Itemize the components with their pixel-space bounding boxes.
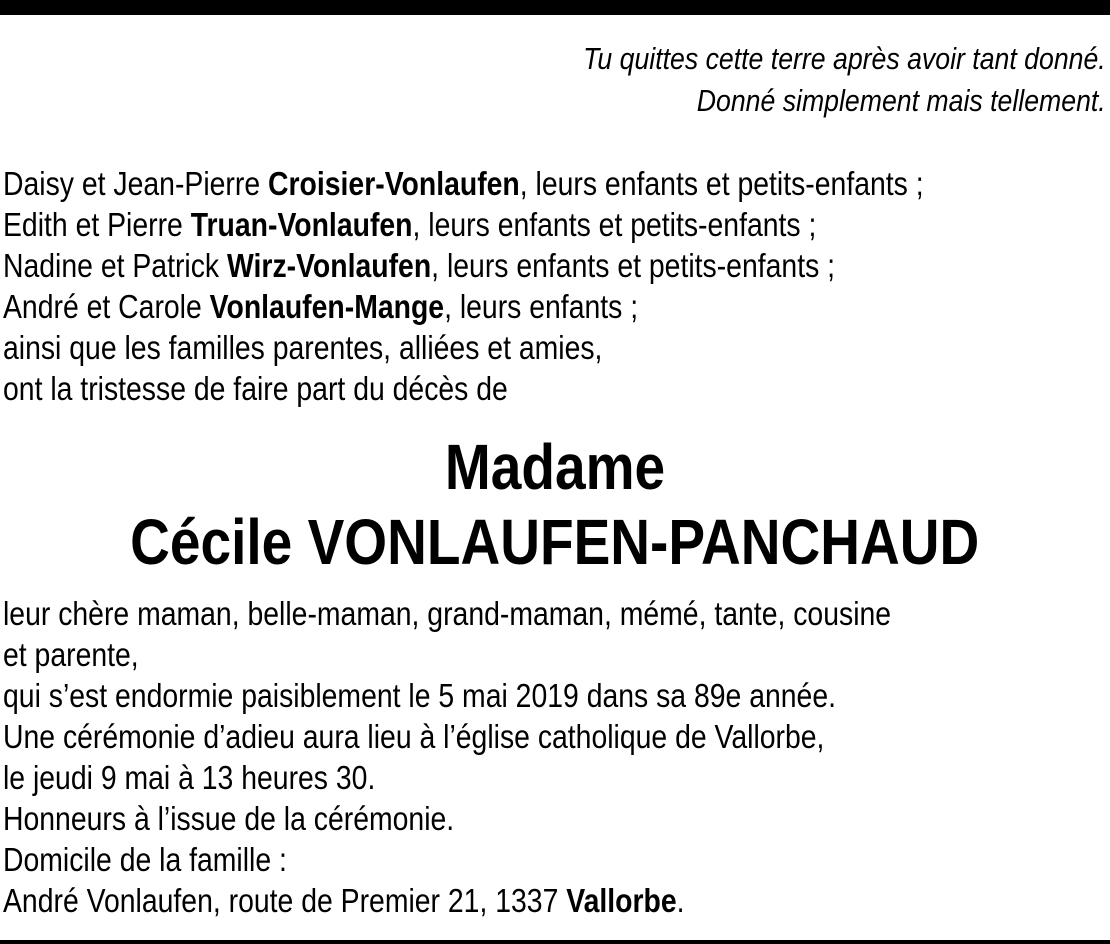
family-line-prefix: Nadine et Patrick (3, 247, 228, 284)
family-line-suffix: , leurs enfants ; (444, 288, 639, 325)
closing-line-6: Honneurs à l’issue de la cérémonie. (3, 800, 455, 837)
relatives-line: ainsi que les familles parentes, alliées et amies, (3, 329, 603, 366)
family-surname: Truan-Vonlaufen (190, 206, 413, 243)
family-line (3, 163, 924, 204)
closing-text (3, 593, 891, 921)
address-town: Vallorbe (566, 882, 677, 919)
address-prefix: André Vonlaufen, route de Premier 21, 1337 (3, 882, 567, 919)
family-surname: Vonlaufen-Mange (209, 288, 445, 325)
deceased-title: Madame (444, 431, 666, 503)
epigraph (583, 38, 1106, 122)
family-line-suffix: , leurs enfants et petits-enfants ; (412, 206, 817, 243)
family-line-prefix: Edith et Pierre (3, 206, 191, 243)
epigraph-line-1: Tu quittes cette terre après avoir tant donné. (583, 41, 1106, 76)
closing-line-2: et parente, (3, 636, 139, 673)
closing-line-4: Une cérémonie d’adieu aura lieu à l’église catholique de Vallorbe, (3, 718, 825, 755)
deceased-heading (0, 430, 1110, 580)
family-line (3, 204, 924, 245)
family-line (3, 286, 924, 327)
address-line (3, 880, 891, 921)
closing-line-5: le jeudi 9 mai à 13 heures 30. (3, 759, 376, 796)
address-suffix: . (676, 882, 685, 919)
epigraph-line-2: Donné simplement mais tellement. (697, 83, 1106, 118)
deceased-name: Cécile VONLAUFEN-PANCHAUD (130, 506, 980, 578)
family-list (3, 163, 924, 409)
family-line (3, 245, 924, 286)
closing-line-3: qui s’est endormie paisiblement le 5 mai 2019 dans sa 89e année. (3, 677, 837, 714)
family-surname: Wirz-Vonlaufen (227, 247, 432, 284)
family-line-prefix: André et Carole (3, 288, 210, 325)
family-line-suffix: , leurs enfants et petits-enfants ; (519, 165, 924, 202)
family-line-suffix: , leurs enfants et petits-enfants ; (431, 247, 836, 284)
family-line-prefix: Daisy et Jean-Pierre (3, 165, 268, 202)
closing-line-1: leur chère maman, belle-maman, grand-maman, mémé, tante, cousine (3, 595, 892, 632)
closing-line-7: Domicile de la famille : (3, 841, 287, 878)
family-surname: Croisier-Vonlaufen (267, 165, 520, 202)
bottom-border-rule (0, 940, 1110, 944)
announcement-line: ont la tristesse de faire part du décès de (3, 370, 508, 407)
top-border-rule (0, 0, 1110, 15)
